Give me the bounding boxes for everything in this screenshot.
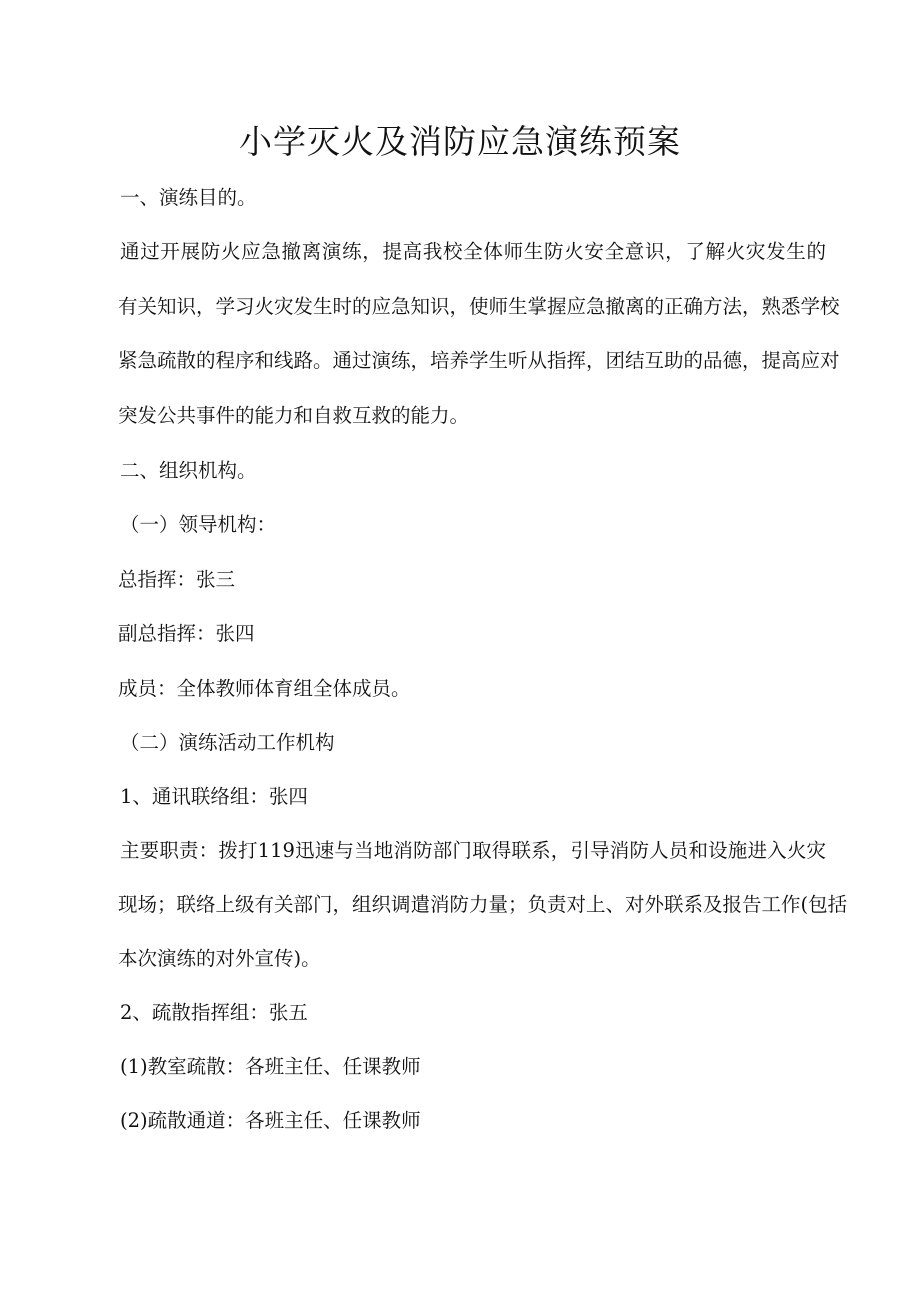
duty-line: 主要职责：拨打119迅速与当地消防部门取得联系，引导消防人员和设施进入火灾 bbox=[120, 839, 826, 862]
paragraph-line: 通过开展防火应急撤离演练，提高我校全体师生防火安全意识，了解火灾发生的 bbox=[120, 240, 826, 263]
subheading-work-structure: （二）演练活动工作机构 bbox=[120, 731, 335, 754]
paragraph-line: 有关知识，学习火灾发生时的应急知识，使师生掌握应急撤离的正确方法，熟悉学校 bbox=[118, 295, 840, 318]
page-title: 小学灭火及消防应急演练预案 bbox=[239, 122, 681, 161]
paragraph-line: 紧急疏散的程序和线路。通过演练，培养学生听从指挥，团结互助的品德，提高应对 bbox=[118, 349, 840, 372]
deputy-commander-line: 副总指挥：张四 bbox=[118, 622, 255, 645]
evacuation-item-passage: (2)疏散通道：各班主任、任课教师 bbox=[120, 1109, 421, 1132]
evacuation-item-classroom: (1)教室疏散：各班主任、任课教师 bbox=[120, 1055, 421, 1078]
group-evacuation: 2、疏散指挥组：张五 bbox=[120, 1001, 308, 1024]
section-heading-purpose: 一、演练目的。 bbox=[120, 186, 257, 209]
commander-line: 总指挥：张三 bbox=[118, 568, 236, 591]
group-communication: 1、通讯联络组：张四 bbox=[120, 785, 308, 808]
duty-line: 现场；联络上级有关部门，组织调遣消防力量；负责对上、对外联系及报告工作(包括 bbox=[118, 893, 848, 916]
section-heading-organization: 二、组织机构。 bbox=[120, 459, 257, 482]
members-line: 成员：全体教师体育组全体成员。 bbox=[118, 677, 411, 700]
paragraph-line: 突发公共事件的能力和自救互救的能力。 bbox=[118, 404, 470, 427]
subheading-leadership: （一）领导机构： bbox=[120, 513, 277, 536]
duty-line: 本次演练的对外宣传)。 bbox=[118, 947, 321, 970]
